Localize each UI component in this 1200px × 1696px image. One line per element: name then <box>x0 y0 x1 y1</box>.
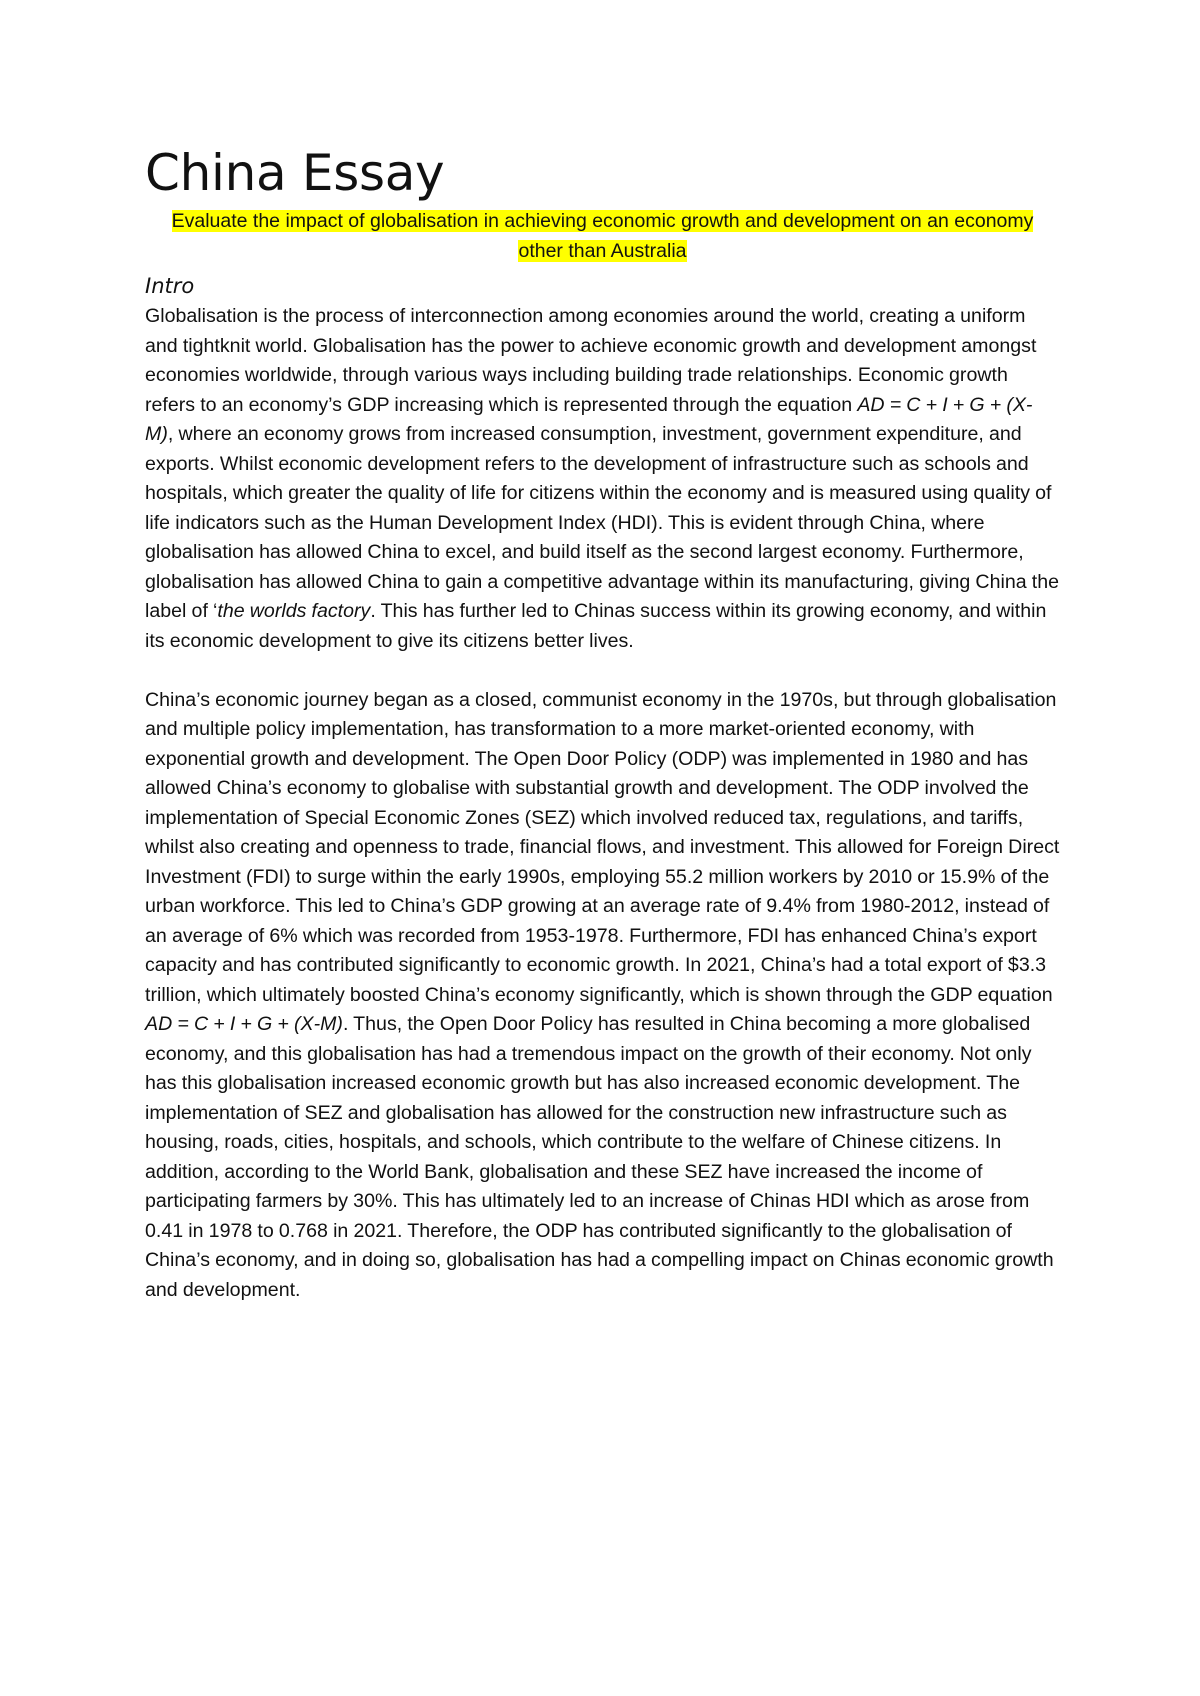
paragraph-text: . Thus, the Open Door Policy has resulted in China becoming a more globalised economy, and this globalisation has had a tremendous impact on the growth of their economy. Not only has this globalisation increased economic growth but has also increased economic development. The implementation of SEZ and globalisation has allowed for the construction new infrastructure such as housing, roads, cities, hospitals, and schools, which contribute to the welfare of Chinese citizens. In addition, according to the World Bank, globalisation and these SEZ have increased the income of participating farmers by 30%. This has ultimately led to an increase of Chinas HDI which as arose from 0.41 in 1978 to 0.768 in 2021. Therefore, the ODP has contributed significantly to the globalisation of China’s economy, and in doing so, globalisation has had a compelling impact on Chinas economic growth and development. <box>145 1013 1054 1301</box>
body-paragraph <box>145 686 1060 1306</box>
intro-heading: Intro <box>145 274 195 298</box>
intro-paragraph <box>145 302 1060 656</box>
document-title: China Essay <box>145 144 445 202</box>
paragraph-text: , where an economy grows from increased consumption, investment, government expenditure, and exports. Whilst economic development refers to the development of infrastructure such as schools and hospitals, which greater the quality of life for citizens within the economy and is measured using quality of life indicators such as the Human Development Index (HDI). This is evident through China, where globalisation has allowed China to excel, and build itself as the second largest economy. Furthermore, globalisation has allowed China to gain a competitive advantage within its manufacturing, giving China the label of ‘ <box>145 423 1059 622</box>
paragraph-text: . This has further led to Chinas success within its growing economy, and within its economic development to give its citizens better lives. <box>145 600 1047 652</box>
gdp-equation: AD = C + I + G + (X-M) <box>145 393 1033 445</box>
paragraph-text: China’s economic journey began as a closed, communist economy in the 1970s, but through globalisation and multiple policy implementation, has transformation to a more market-oriented economy, with exponential growth and development. The Open Door Policy (ODP) was implemented in 1980 and has allowed China’s economy to globalise with substantial growth and development. The ODP involved the implementation of Special Economic Zones (SEZ) which involved reduced tax, regulations, and tariffs, whilst also creating and openness to trade, financial flows, and investment. This allowed for Foreign Direct Investment (FDI) to surge within the early 1990s, employing 55.2 million workers by 2010 or 15.9% of the urban workforce. This led to China’s GDP growing at an average rate of 9.4% from 1980-2012, instead of an average of 6% which was recorded from 1953-1978. Furthermore, FDI has enhanced China’s export capacity and has contributed significantly to economic growth. In 2021, China’s had a total export of $3.3 trillion, which ultimately boosted China’s economy significantly, which is shown through the GDP equation <box>145 688 1060 1006</box>
gdp-equation: AD = C + I + G + (X-M) <box>145 1013 343 1035</box>
essay-question <box>145 206 1060 266</box>
worlds-factory-quote: the worlds factory <box>217 600 371 622</box>
paragraph-text: Globalisation is the process of interconnection among economies around the world, creating a uniform and tightknit world. Globalisation has the power to achieve economic growth and development amongst economies worldwide, through various ways including building trade relationships. Economic growth refers to an economy’s GDP increasing which is represented through the equation <box>145 305 1037 416</box>
highlighted-question-text: Evaluate the impact of globalisation in achieving economic growth and development on an economy other than Australia <box>171 210 1034 262</box>
